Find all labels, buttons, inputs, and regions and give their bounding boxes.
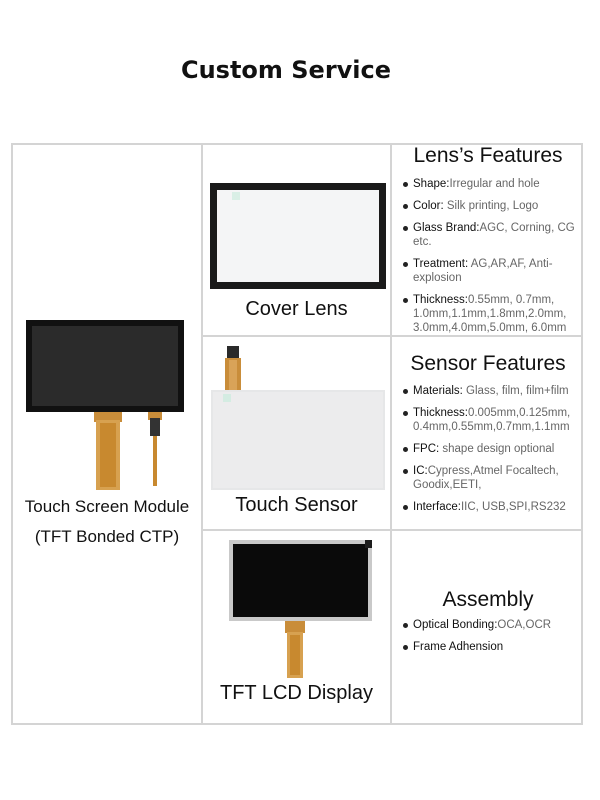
tft-lcd-caption: TFT LCD Display [220, 682, 373, 704]
feature-value: shape design optional [442, 443, 555, 455]
feature-key: Glass Brand: [413, 222, 480, 234]
assembly-title: Assembly [442, 588, 534, 611]
module-caption-line2: (TFT Bonded CTP) [34, 527, 180, 546]
feature-item [402, 199, 578, 213]
tft-lcd-image [229, 540, 372, 680]
lens-features-title: Lens’s Features [413, 144, 563, 167]
sensor-features-list [402, 384, 578, 522]
touch-sensor-image [211, 346, 385, 490]
feature-key: FPC: [413, 443, 443, 455]
divider [201, 529, 583, 531]
feature-key: Thickness: [413, 407, 468, 419]
feature-key: Shape: [413, 178, 450, 190]
feature-item [402, 406, 578, 434]
feature-key: Color: [413, 200, 447, 212]
feature-key: Frame Adhension [413, 641, 504, 653]
feature-value: OCA,OCR [497, 619, 552, 631]
feature-item [402, 640, 578, 654]
feature-key: Optical Bonding: [413, 619, 498, 631]
feature-item [402, 384, 578, 398]
feature-item [402, 221, 578, 249]
feature-value: 0.005mm,0.125mm, 0.4mm,0.55mm,0.7mm,1.1mm [413, 407, 571, 433]
feature-item [402, 464, 578, 492]
feature-key: Interface: [413, 501, 461, 513]
feature-value: IIC, USB,SPI,RS232 [460, 501, 566, 513]
cover-lens-image [210, 183, 386, 289]
feature-value: 0.55mm, 0.7mm, 1.0mm,1.1mm,1.8mm,2.0mm, 3.0mm,4.0mm,5.0mm, 6.0mm [413, 294, 567, 334]
feature-item [402, 257, 578, 285]
feature-item [402, 618, 578, 632]
feature-item [402, 500, 578, 514]
feature-value: Irregular and hole [449, 178, 540, 190]
feature-value: Cypress,Atmel Focaltech, Goodix,EETI, [413, 465, 559, 491]
divider [201, 143, 203, 725]
feature-item [402, 293, 578, 335]
feature-value: AGC, Corning, CG etc. [413, 222, 575, 248]
module-caption-line1: Touch Screen Module [24, 497, 190, 516]
feature-item [402, 442, 578, 456]
feature-value: Silk printing, Logo [446, 200, 539, 212]
feature-key: Materials: [413, 385, 467, 397]
touch-screen-module-image [24, 320, 186, 495]
assembly-list [402, 618, 578, 662]
feature-value: AG,AR,AF, Anti-explosion [413, 258, 553, 284]
feature-value: Glass, film, film+film [466, 385, 569, 397]
divider [390, 143, 392, 725]
feature-item [402, 177, 578, 191]
lens-features-list [402, 177, 578, 343]
feature-key: IC: [413, 465, 428, 477]
cover-lens-caption: Cover Lens [245, 298, 348, 320]
feature-key: Thickness: [413, 294, 468, 306]
feature-key: Treatment: [413, 258, 471, 270]
page-title: Custom Service [180, 56, 392, 84]
sensor-features-title: Sensor Features [410, 352, 566, 375]
touch-sensor-caption: Touch Sensor [235, 494, 358, 516]
